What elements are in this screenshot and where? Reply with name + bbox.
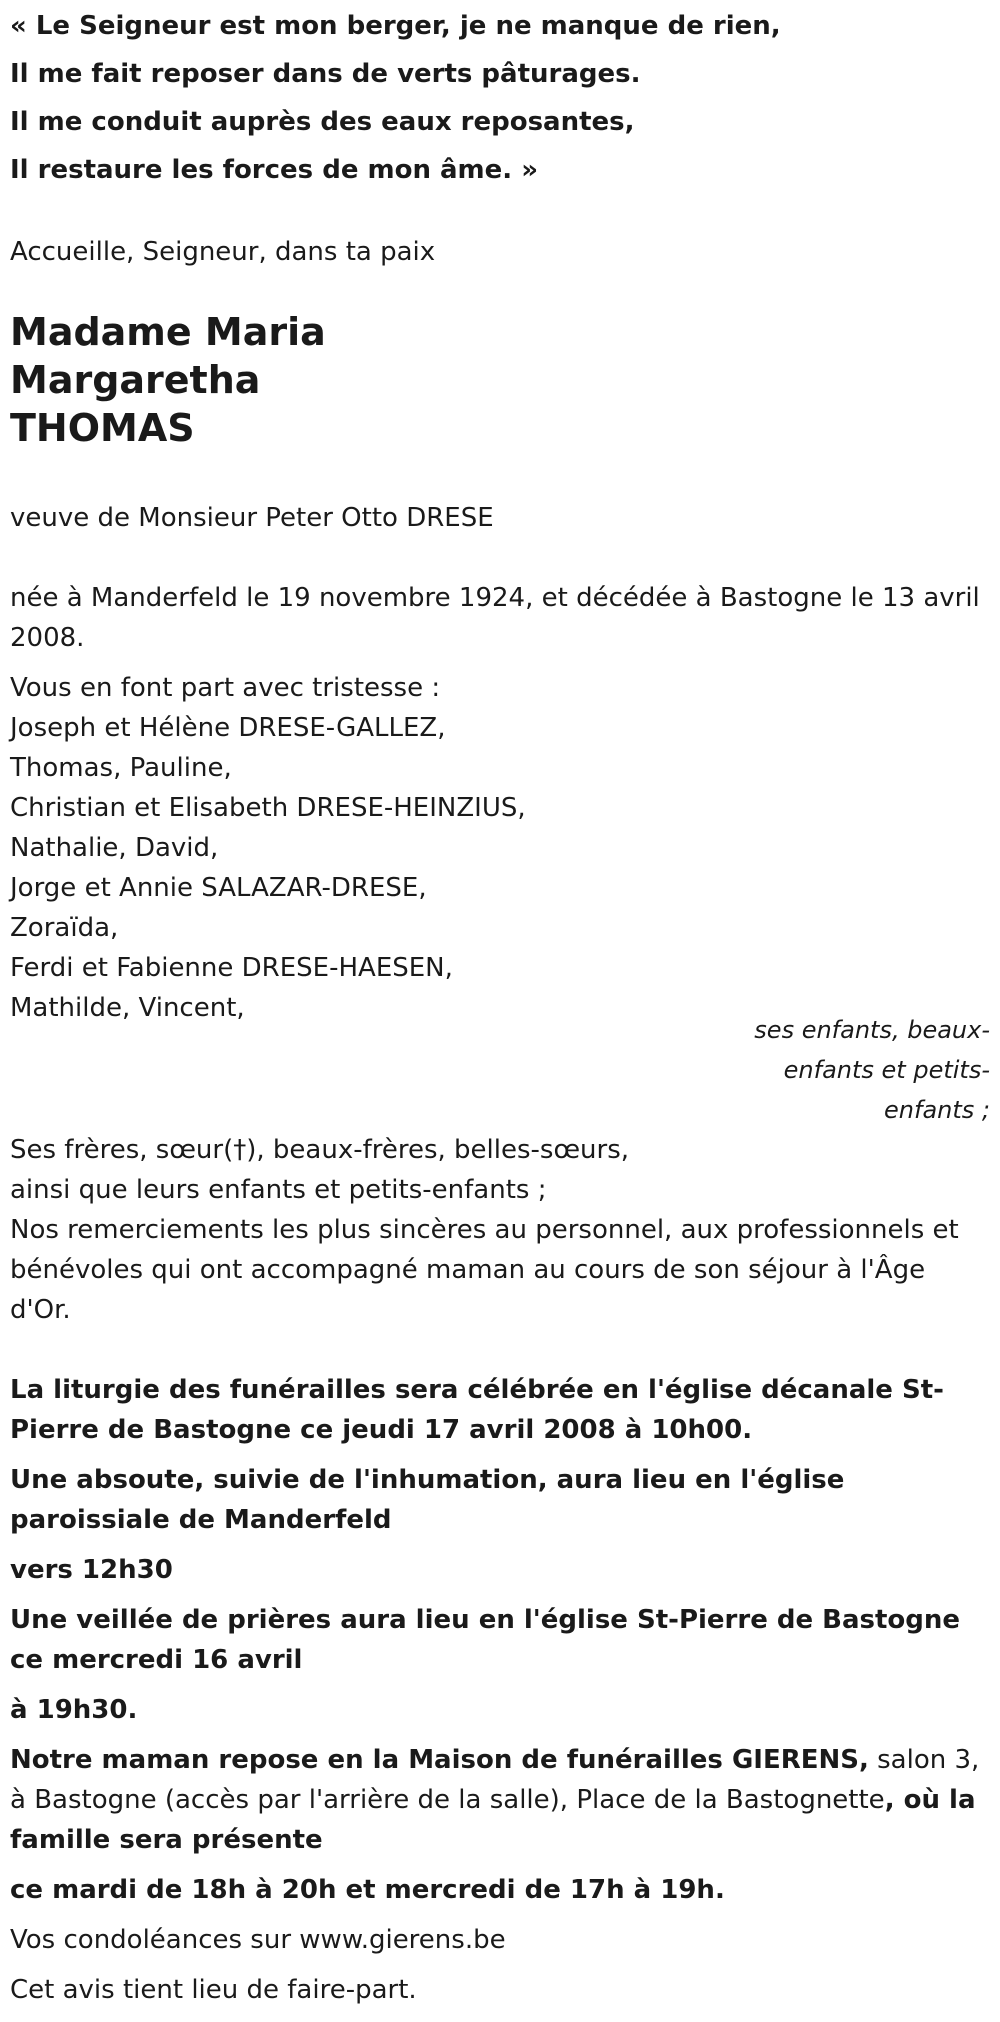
liturgy-info: La liturgie des funérailles sera célébrée en l'église décanale St-Pierre de Bastogne ce jeudi 17 avril 2008 à 10h00. [10,1375,944,1445]
prayer-line: Accueille, Seigneur, dans ta paix [10,237,436,267]
widow-of: veuve de Monsieur Peter Otto DRESE [10,503,494,533]
name-line-1: Madame Maria [10,310,326,354]
psalm-line-3: Il me conduit auprès des eaux reposantes, [10,107,635,137]
visit-times: ce mardi de 18h à 20h et mercredi de 17h à 19h. [10,1875,725,1905]
name-line-3: THOMAS [10,406,195,450]
family-list [10,668,526,1028]
name-line-2: Margaretha [10,358,261,402]
psalm-line-4: Il restaure les forces de mon âme. » [10,155,539,185]
list-item: Jorge et Annie SALAZAR-DRESE, [10,873,427,903]
birth-death: née à Manderfeld le 19 novembre 1924, et décédée à Bastogne le 13 avril 2008. [10,583,980,653]
family-relation [754,1010,990,1130]
psalm-quote [10,6,781,190]
family-intro: Vous en font part avec tristesse : [10,673,441,703]
extended-family [10,1130,629,1210]
psalm-line-1: « Le Seigneur est mon berger, je ne manque de rien, [10,11,781,41]
condolences-line: Vos condoléances sur www.gierens.be [10,1925,506,1955]
list-item: Joseph et Hélène DRESE-GALLEZ, [10,713,446,743]
relation-line-3: enfants ; [884,1096,990,1124]
relation-line-1: ses enfants, beaux- [754,1016,990,1044]
absoute-time: vers 12h30 [10,1555,173,1585]
list-item: Christian et Elisabeth DRESE-HEINZIUS, [10,793,526,823]
thanks-paragraph: Nos remerciements les plus sincères au personnel, aux professionnels et bénévoles qui ont accompagné maman au cours de son séjour à l'Âge d'Or. [10,1215,959,1325]
rest-normal: salon 3, à Bastogne (accès par l'arrière de la salle), Place de la Bastognette [10,1745,980,1815]
deceased-name [10,308,326,452]
vigil-time: à 19h30. [10,1695,138,1725]
rest-info [10,1740,990,1860]
list-item: Mathilde, Vincent, [10,993,245,1023]
rest-bold: Notre maman repose en la Maison de funérailles GIERENS, [10,1745,869,1775]
siblings-line [10,1130,629,1170]
siblings-rest: ), beaux-frères, belles-sœurs, [246,1135,630,1165]
list-item: Zoraïda, [10,913,119,943]
psalm-line-2: Il me fait reposer dans de verts pâturages. [10,59,641,89]
relation-line-2: enfants et petits- [783,1056,990,1084]
cross-icon: † [233,1135,247,1165]
rest-bold-2: , où la famille sera présente [10,1785,976,1855]
siblings-text: Ses frères, sœur( [10,1135,234,1165]
children-line: ainsi que leurs enfants et petits-enfants ; [10,1175,547,1205]
list-item: Nathalie, David, [10,833,219,863]
absoute-info: Une absoute, suivie de l'inhumation, aura lieu en l'église paroissiale de Manderfeld [10,1465,845,1535]
list-item: Thomas, Pauline, [10,753,232,783]
list-item: Ferdi et Fabienne DRESE-HAESEN, [10,953,453,983]
notice-line: Cet avis tient lieu de faire-part. [10,1975,417,2005]
vigil-info: Une veillée de prières aura lieu en l'église St-Pierre de Bastogne ce mercredi 16 avril [10,1605,961,1675]
